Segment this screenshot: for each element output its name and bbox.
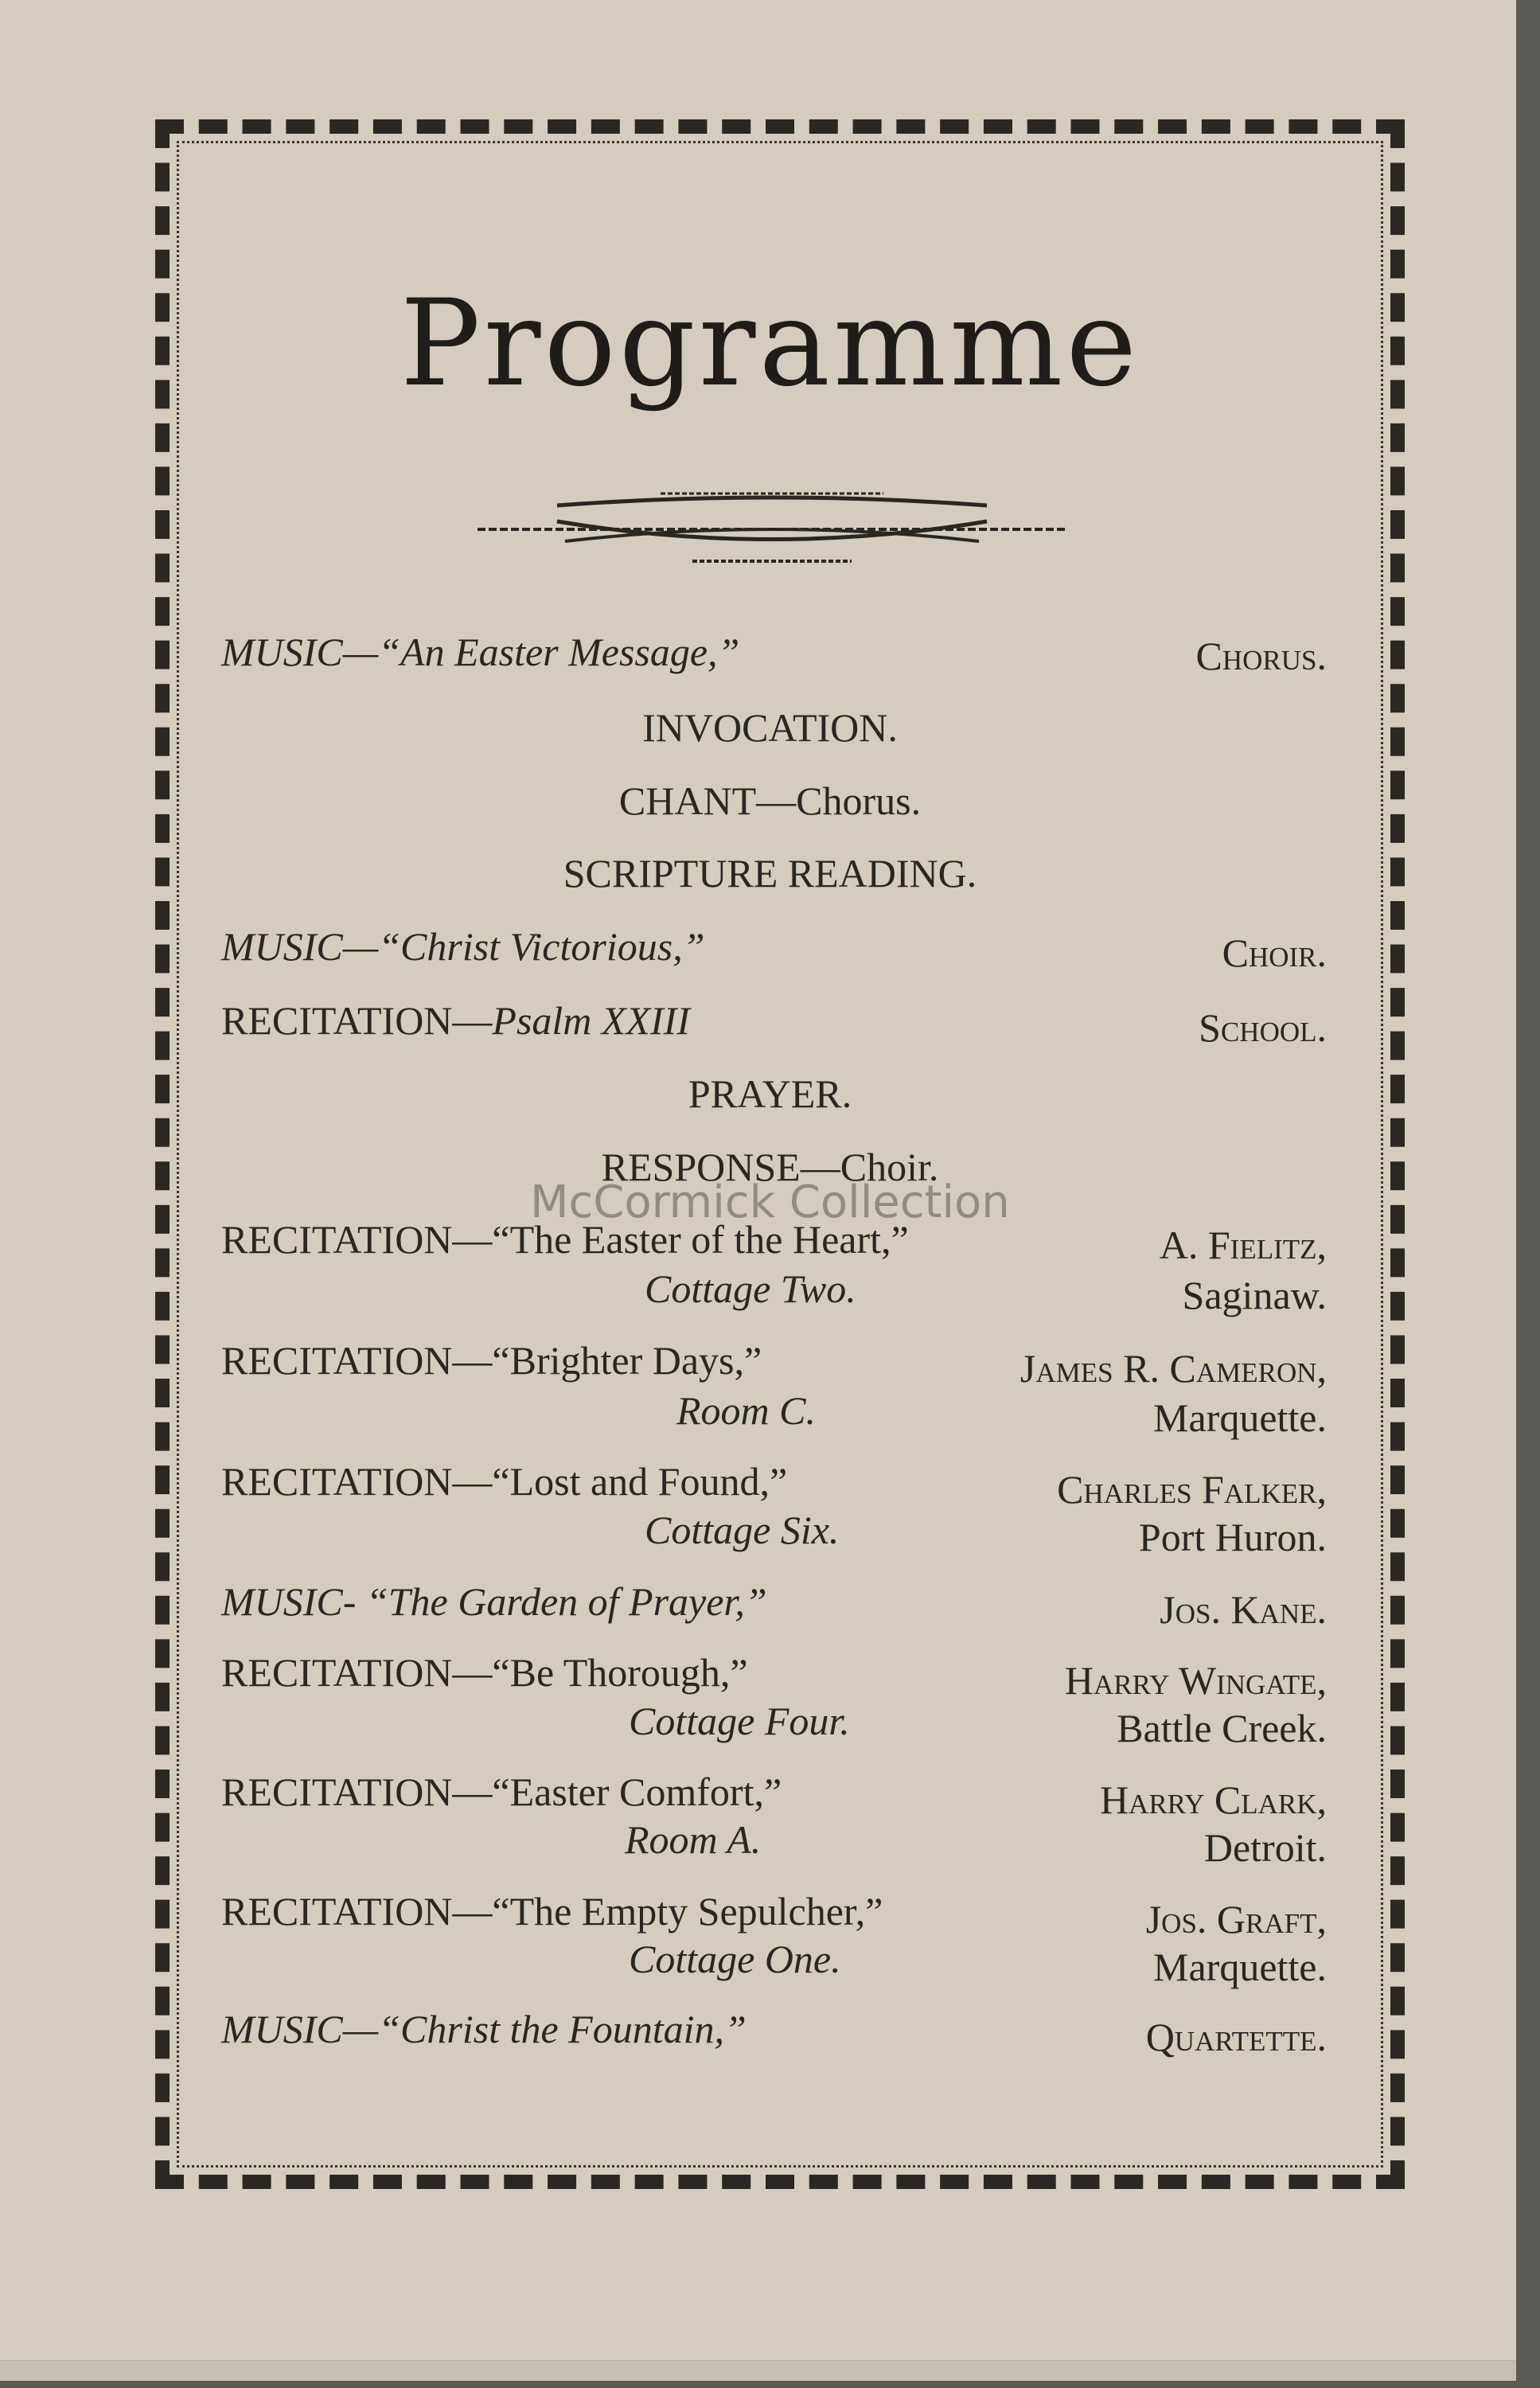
performer-location-cottage-four: Cottage Four. bbox=[629, 1699, 850, 1743]
programme-item-scripture-reading: SCRIPTURE READING. bbox=[563, 851, 977, 896]
programme-item-recitation-easter-comfort: RECITATION—“Easter Comfort,” bbox=[221, 1770, 782, 1814]
performer-city-marquette: Marquette. bbox=[1153, 1395, 1327, 1440]
performer-location-room-c: Room C. bbox=[676, 1388, 816, 1433]
flourish-ornament-icon bbox=[478, 486, 1066, 573]
card-fold-edge bbox=[0, 2360, 1516, 2381]
page-title: Programme bbox=[400, 275, 1140, 413]
performer-choir: Choir. bbox=[1222, 931, 1327, 975]
performer-location-room-a: Room A. bbox=[625, 1817, 762, 1862]
programme-item-invocation: INVOCATION. bbox=[642, 705, 898, 750]
programme-item-response: RESPONSE—Choir. bbox=[601, 1145, 939, 1189]
performer-city-battle-creek: Battle Creek. bbox=[1117, 1706, 1327, 1750]
programme-item-recitation-brighter-days: RECITATION—“Brighter Days,” bbox=[221, 1338, 762, 1383]
programme-item-recitation-empty-sepulcher: RECITATION—“The Empty Sepulcher,” bbox=[221, 1889, 883, 1933]
performer-cameron: James R. Cameron, bbox=[1020, 1346, 1327, 1391]
programme-item-recitation-be-thorough: RECITATION—“Be Thorough,” bbox=[221, 1650, 748, 1695]
performer-quartette: Quartette. bbox=[1145, 2015, 1327, 2059]
programme-item-recitation-lost-found: RECITATION—“Lost and Found,” bbox=[221, 1459, 788, 1504]
programme-item-recitation-easter-heart: RECITATION—“The Easter of the Heart,” bbox=[221, 1217, 909, 1262]
performer-falker: Charles Falker, bbox=[1057, 1467, 1327, 1512]
performer-city-saginaw: Saginaw. bbox=[1182, 1273, 1327, 1317]
programme-item-prayer: PRAYER. bbox=[688, 1071, 852, 1116]
performer-wingate: Harry Wingate, bbox=[1064, 1658, 1327, 1703]
programme-item-chant: CHANT—Chorus. bbox=[618, 778, 922, 823]
watermark-text: McCormick Collection bbox=[530, 1176, 1010, 1228]
programme-item-music-christ-fountain: MUSIC—“Christ the Fountain,” bbox=[221, 2007, 747, 2051]
programme-item-music-christ-victorious: MUSIC—“Christ Victorious,” bbox=[221, 924, 705, 969]
performer-chorus: Chorus. bbox=[1195, 634, 1327, 678]
performer-graft: Jos. Graft, bbox=[1145, 1897, 1327, 1941]
performer-fielitz: A. Fielitz, bbox=[1159, 1223, 1327, 1267]
performer-clark: Harry Clark, bbox=[1099, 1777, 1327, 1822]
performer-school: School. bbox=[1199, 1005, 1327, 1050]
performer-city-port-huron: Port Huron. bbox=[1138, 1515, 1327, 1559]
programme-item-music-garden-prayer: MUSIC- “The Garden of Prayer,” bbox=[221, 1579, 767, 1624]
programme-item-music-easter-message: MUSIC—“An Easter Message,” bbox=[221, 630, 740, 674]
performer-location-cottage-six: Cottage Six. bbox=[645, 1508, 840, 1552]
programme-item-recitation-psalm: RECITATION—Psalm XXIII bbox=[221, 998, 690, 1043]
performer-city-detroit: Detroit. bbox=[1203, 1825, 1327, 1870]
performer-location-cottage-one: Cottage One. bbox=[629, 1937, 841, 1981]
performer-city-marquette-2: Marquette. bbox=[1153, 1945, 1327, 1989]
performer-kane: Jos. Kane. bbox=[1160, 1587, 1327, 1632]
performer-location-cottage-two: Cottage Two. bbox=[645, 1266, 856, 1311]
